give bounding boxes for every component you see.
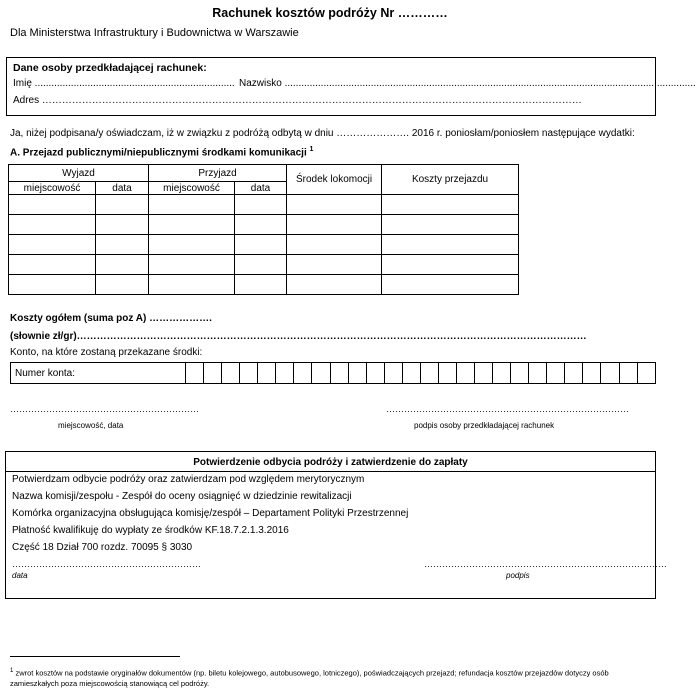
total-cost-line: Koszty ogółem (suma poz A) ………………. (10, 313, 212, 324)
account-digit-box[interactable] (312, 363, 330, 384)
confirmation-line: Potwierdzam odbycie podróży oraz zatwierdzam pod względem merytorycznym (12, 474, 365, 485)
trip-row (9, 215, 519, 235)
account-digit-box[interactable] (258, 363, 276, 384)
trip-cell[interactable] (149, 275, 235, 295)
account-digit-box[interactable] (493, 363, 511, 384)
trip-table-body (9, 195, 519, 295)
account-digit-box[interactable] (456, 363, 474, 384)
cost-header: Koszty przejazdu (382, 165, 519, 195)
arrival-date-header: data (235, 182, 287, 195)
account-digit-box[interactable] (366, 363, 384, 384)
confirmation-line: Nazwa komisji/zespołu - Zespół do oceny osiągnięć w dziedzinie rewitalizacji (12, 491, 352, 502)
account-digit-box[interactable] (637, 363, 655, 384)
footnote-text: zwrot kosztów na podstawie oryginałów dokumentów (np. biletu kolejowego, autobusowego, lotniczego), poświadczających przejazd; refundacja kosztów przejazdów dotyczy osób zamieszkałych poza miejscowością stanowiącą cel podróży. (10, 668, 609, 688)
confirmation-line: Płatność kwalifikuję do wypłaty ze środków KF.18.7.2.1.3.2016 (12, 525, 289, 536)
account-digit-box[interactable] (619, 363, 637, 384)
signature-caption: podpis osoby przedkładającej rachunek (414, 421, 555, 430)
account-digit-box[interactable] (475, 363, 493, 384)
account-digit-box[interactable] (240, 363, 258, 384)
footnote (10, 666, 650, 689)
trip-cell[interactable] (96, 255, 149, 275)
trip-cell[interactable] (96, 215, 149, 235)
confirmation-signature-dots[interactable]: ……………………………………………………………………… (424, 559, 667, 569)
account-digit-box[interactable] (402, 363, 420, 384)
account-number-label: Numer konta: (11, 363, 186, 384)
trip-cell[interactable] (96, 235, 149, 255)
account-digit-box[interactable] (222, 363, 240, 384)
trip-cell[interactable] (382, 215, 519, 235)
trip-cell[interactable] (382, 275, 519, 295)
trip-cell[interactable] (382, 235, 519, 255)
trip-cell[interactable] (9, 215, 96, 235)
trip-cell[interactable] (287, 275, 382, 295)
trip-cell[interactable] (235, 275, 287, 295)
trip-table (8, 164, 519, 295)
trip-cell[interactable] (96, 275, 149, 295)
trip-cell[interactable] (382, 255, 519, 275)
arrival-place-header: miejscowość (149, 182, 235, 195)
account-digit-box[interactable] (384, 363, 402, 384)
confirmation-title: Potwierdzenie odbycia podróży i zatwierdzenie do zapłaty (193, 457, 468, 468)
account-digit-box[interactable] (294, 363, 312, 384)
arrival-header: Przyjazd (149, 165, 287, 182)
place-date-caption: miejscowość, data (58, 421, 124, 430)
footnote-separator (10, 656, 180, 657)
account-digit-box[interactable] (330, 363, 348, 384)
trip-cell[interactable] (9, 275, 96, 295)
account-digit-box[interactable] (348, 363, 366, 384)
section-a-title (10, 146, 313, 158)
trip-cell[interactable] (287, 215, 382, 235)
account-digit-box[interactable] (420, 363, 438, 384)
trip-cell[interactable] (235, 215, 287, 235)
account-digit-box[interactable] (529, 363, 547, 384)
person-data-box (6, 57, 696, 116)
trip-cell[interactable] (149, 255, 235, 275)
document-title: Rachunek kosztów podróży Nr ………… (212, 6, 448, 20)
first-name-field[interactable]: Imię ........................................................................ (13, 78, 235, 89)
trip-row (9, 195, 519, 215)
confirmation-divider (6, 471, 655, 472)
statement-text: Ja, niżej podpisana/y oświadczam, iż w związku z podróżą odbytą w dniu …………………. 2016 r. poniosłam/poniosłem następujące wydatki: (10, 128, 635, 139)
transport-header: Środek lokomocji (287, 165, 382, 195)
surname-field[interactable]: Nazwisko .................................................................................................................................................... (239, 78, 696, 89)
amount-in-words-line: (słownie zł/gr)……………………………………………………………………………………………………………………………………… (10, 331, 587, 342)
trip-cell[interactable] (287, 255, 382, 275)
account-digit-box[interactable] (565, 363, 583, 384)
account-digit-box[interactable] (186, 363, 204, 384)
trip-cell[interactable] (287, 235, 382, 255)
trip-row (9, 275, 519, 295)
footnote-mark: 1 (309, 146, 314, 153)
person-data-heading: Dane osoby przedkładającej rachunek: (13, 62, 207, 74)
trip-cell[interactable] (382, 195, 519, 215)
account-digit-box[interactable] (438, 363, 456, 384)
footnote-number: 1 (10, 668, 14, 674)
confirmation-line: Komórka organizacyjna obsługująca komisję/zespół – Departament Polityki Przestrzennej (12, 508, 409, 519)
trip-cell[interactable] (149, 195, 235, 215)
trip-cell[interactable] (235, 235, 287, 255)
account-digit-box[interactable] (601, 363, 619, 384)
place-date-dots[interactable]: ……………………………………………………… (10, 404, 199, 414)
trip-cell[interactable] (287, 195, 382, 215)
departure-header: Wyjazd (9, 165, 149, 182)
trip-cell[interactable] (9, 255, 96, 275)
account-digit-box[interactable] (547, 363, 565, 384)
trip-row (9, 255, 519, 275)
signature-dots[interactable]: ……………………………………………………………………… (386, 404, 629, 414)
trip-cell[interactable] (9, 235, 96, 255)
trip-cell[interactable] (96, 195, 149, 215)
trip-cell[interactable] (149, 235, 235, 255)
departure-date-header: data (96, 182, 149, 195)
account-digit-box[interactable] (511, 363, 529, 384)
confirmation-signature-caption: podpis (506, 571, 530, 580)
confirmation-date-dots[interactable]: ……………………………………………………… (12, 559, 201, 569)
trip-cell[interactable] (235, 255, 287, 275)
confirmation-line: Część 18 Dział 700 rozdz. 70095 § 3030 (12, 542, 193, 553)
account-digit-box[interactable] (276, 363, 294, 384)
trip-cell[interactable] (9, 195, 96, 215)
account-digit-box[interactable] (583, 363, 601, 384)
addressee: Dla Ministerstwa Infrastruktury i Budownictwa w Warszawie (10, 27, 299, 39)
departure-place-header: miejscowość (9, 182, 96, 195)
trip-cell[interactable] (235, 195, 287, 215)
address-field[interactable]: Adres ……………………………………………………………………………………………………………………………………………… (13, 95, 582, 106)
account-digit-box[interactable] (204, 363, 222, 384)
trip-row (9, 235, 519, 255)
section-a-title-text: A. Przejazd publicznymi/niepublicznymi środkami komunikacji (10, 147, 307, 159)
confirmation-box (5, 451, 667, 599)
account-number-table (10, 362, 656, 384)
trip-cell[interactable] (149, 215, 235, 235)
confirmation-date-caption: data (12, 571, 28, 580)
account-intro: Konto, na które zostaną przekazane środki: (10, 347, 203, 358)
